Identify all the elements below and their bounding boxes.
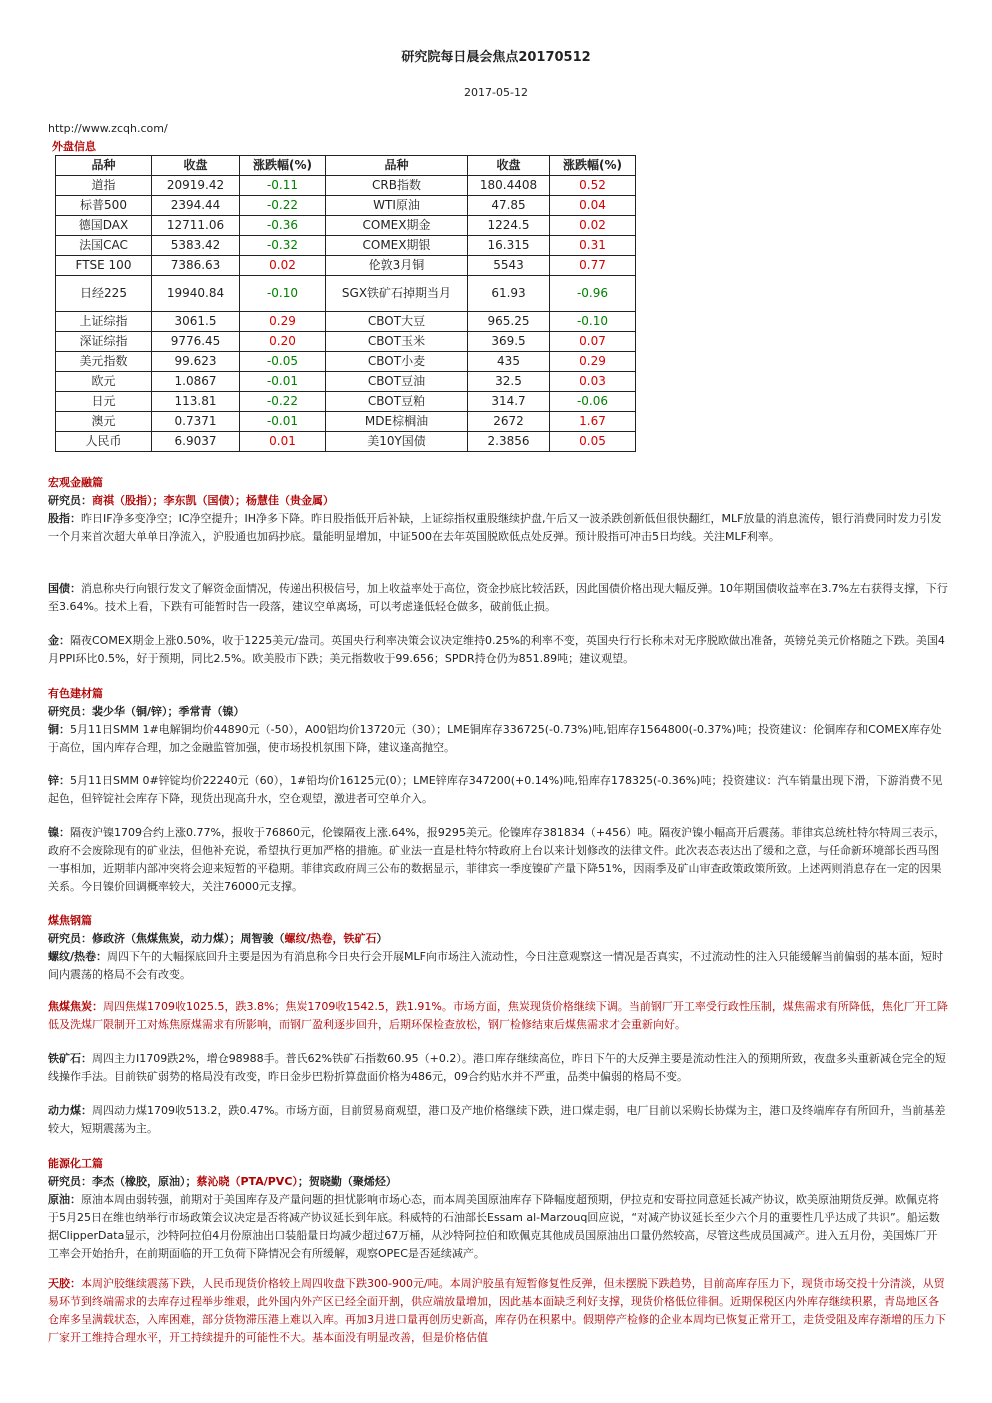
change-percent: -0.06 [550,392,636,412]
change-percent: 0.05 [550,432,636,452]
paragraph-text: 隔夜COMEX期金上涨0.50%，收于1225美元/盎司。英国央行利率决策会议决定维持0.25%的利率不变，英国央行行长称未对无序脱欧做出准备，英镑兑美元价格随之下跌。美国4月PPI环比0.5%，好于预期，同比2.5%。欧美股市下跌；美元指数收于99.656；SPDR持仓仍为851.89吨；建议观望。 [48,634,945,665]
researcher-prefix: 研究员： [48,932,92,945]
close-value: 32.5 [468,372,550,392]
column-header: 品种 [56,156,152,176]
paragraph-label: 镍： [48,826,70,839]
website-link[interactable]: http://www.zcqh.com/ [48,122,168,135]
ore-block [48,1050,948,1086]
table-row [56,332,636,352]
change-percent: -0.32 [240,236,326,256]
researcher-names: 裴少华（铜/锌）；季常青（镍） [92,705,245,718]
section-title: 宏观金融篇 [48,476,103,489]
researcher-names: 商祺（股指）；李东凯（国债）；杨慧佳（贵金属） [92,494,334,507]
instrument-name: 道指 [56,176,152,196]
researcher-names: 李杰（橡胶，原油）； [92,1175,197,1188]
researcher-prefix: 研究员： [48,1175,92,1188]
close-value: 12711.06 [152,216,240,236]
stock-index-paragraph [48,510,948,546]
instrument-name: 美10Y国债 [326,432,468,452]
close-value: 2394.44 [152,196,240,216]
table-row [56,432,636,452]
change-percent: -0.36 [240,216,326,236]
paragraph-label: 金： [48,634,70,647]
close-value: 1.0867 [152,372,240,392]
change-percent: -0.10 [550,312,636,332]
paragraph-text: 本周沪胶继续震荡下跌，人民币现货价格较上周四收盘下跌300-900元/吨。本周沪胶虽有短暂修复性反弹，但未摆脱下跌趋势，目前高库存压力下，现货市场交投十分清淡，从贸易环节到终端需求的去库存过程举步维艰，此外国内外产区已经全面开割，供应端放量增加，因此基本面缺乏利好支撑，现货价格低位徘徊。近期保税区内外库存继续积累，青岛地区各仓库多呈满载状态，入库困难，部分货物滞压港上难以入库。再加3月进口量再创历史新高，库存仍在积累中。假期停产检修的企业本周均已恢复正常开工，走货受阻及库存渐增的压力下厂家开工维持合理水平，开工持续提升的可能性不大。基本面没有明显改善，但是价格估值 [48,1277,946,1344]
table-row [56,176,636,196]
instrument-name: MDE棕榈油 [326,412,468,432]
paragraph-text: 周四下午的大幅探底回升主要是因为有消息称今日央行会开展MLF向市场注入流动性，今日注意观察这一情况是否真实，不过流动性的注入只能缓解当前偏弱的基本面，短时间内震荡的格局不会有改变。 [48,950,943,981]
close-value: 435 [468,352,550,372]
paragraph-text: 周四动力煤1709收513.2，跌0.47%。市场方面，目前贸易商观望，港口及产地价格继续下跌，进口煤走弱，电厂目前以采购长协煤为主，港口及终端库存有所回升，当前基差较大，短期震荡为主。 [48,1104,946,1135]
instrument-name: 德国DAX [56,216,152,236]
column-header: 品种 [326,156,468,176]
table-row [56,392,636,412]
column-header: 收盘 [468,156,550,176]
instrument-name: 深证综指 [56,332,152,352]
column-header: 涨跌幅(%) [240,156,326,176]
researcher-highlight: 螺纹/热卷，铁矿石 [284,932,377,945]
instrument-name: CBOT小麦 [326,352,468,372]
change-percent: -0.01 [240,412,326,432]
coke-block [48,998,948,1034]
researcher-names: 修政济（焦煤焦炭，动力煤）；周智骏（ [92,932,285,945]
paragraph-text: 消息称央行向银行发文了解资金面情况，传递出积极信号，加上收益率处于高位，资金抄底比较活跃，因此国债价格出现大幅反弹。10年期国债收益率在3.7%左右获得支撑，下行至3.64%。技术上看，下跌有可能暂时告一段落，建议空单离场，可以考虑逢低轻仓做多，破前低止损。 [48,582,948,613]
instrument-name: 日元 [56,392,152,412]
paragraph-label: 股指： [48,512,81,525]
foreign-market-heading: 外盘信息 [52,140,96,153]
close-value: 6.9037 [152,432,240,452]
instrument-name: 人民币 [56,432,152,452]
change-percent: 0.02 [550,216,636,236]
change-percent: 0.52 [550,176,636,196]
researcher-highlight: 蔡沁晓（PTA/PVC） [196,1175,298,1188]
table-row [56,216,636,236]
change-percent: 1.67 [550,412,636,432]
thermal-coal-paragraph [48,1102,948,1138]
table-row [56,276,636,312]
gold-paragraph [48,632,948,668]
bond-block [48,580,948,616]
bond-paragraph [48,580,948,616]
close-value: 16.315 [468,236,550,256]
gold-block [48,632,948,668]
paragraph-label: 铁矿石： [48,1052,92,1065]
close-value: 61.93 [468,276,550,312]
researcher-close: ） [376,932,388,945]
change-percent: 0.04 [550,196,636,216]
change-percent: -0.10 [240,276,326,312]
nickel-block [48,824,948,896]
close-value: 9776.45 [152,332,240,352]
instrument-name: 法国CAC [56,236,152,256]
paragraph-text: 5月11日SMM 0#锌锭均价22240元（60），1#铅均价16125元(0）；LME锌库存347200(+0.14%)吨,铅库存178325(-0.36%)吨；投资建议：汽车销量出现下滑，下游消费不见起色，但锌锭社会库存下降，现货出现高升水，空仓观望，激进者可空单介入。 [48,774,943,805]
change-percent: -0.22 [240,196,326,216]
rebar-paragraph [48,948,948,984]
change-percent: 0.07 [550,332,636,352]
close-value: 19940.84 [152,276,240,312]
change-percent: -0.05 [240,352,326,372]
researcher-line [48,703,948,721]
table-row [56,372,636,392]
instrument-name: CRB指数 [326,176,468,196]
close-value: 2672 [468,412,550,432]
column-header: 涨跌幅(%) [550,156,636,176]
instrument-name: COMEX期银 [326,236,468,256]
column-header: 收盘 [152,156,240,176]
close-value: 0.7371 [152,412,240,432]
close-value: 3061.5 [152,312,240,332]
paragraph-label: 动力煤： [48,1104,92,1117]
instrument-name: 伦敦3月铜 [326,256,468,276]
coal-steel-section [48,912,948,984]
instrument-name: CBOT豆粕 [326,392,468,412]
instrument-name: 日经225 [56,276,152,312]
instrument-name: SGX铁矿石掉期当月 [326,276,468,312]
paragraph-label: 螺纹/热卷： [48,950,108,963]
instrument-name: COMEX期金 [326,216,468,236]
close-value: 113.81 [152,392,240,412]
table-row [56,412,636,432]
researcher-names-tail: ；贺晓勤（聚烯烃） [297,1175,397,1188]
table-row [56,196,636,216]
change-percent: 0.77 [550,256,636,276]
paragraph-text: 周四主力I1709跌2%，增仓98988手。普氏62%铁矿石指数60.95（+0.2）。港口库存继续高位，昨日下午的大反弹主要是流动性注入的预期所致，夜盘多头重新减仓完全的短线操作手法。目前铁矿弱势的格局没有改变，昨日金步巴粉折算盘面价格为486元，09合约贴水并不严重，品类中偏弱的格局不变。 [48,1052,946,1083]
change-percent: -0.22 [240,392,326,412]
change-percent: 0.01 [240,432,326,452]
paragraph-label: 国债： [48,582,81,595]
researcher-line [48,492,948,510]
instrument-name: 欧元 [56,372,152,392]
close-value: 99.623 [152,352,240,372]
ore-paragraph [48,1050,948,1086]
close-value: 1224.5 [468,216,550,236]
instrument-name: 澳元 [56,412,152,432]
nickel-paragraph [48,824,948,896]
macro-section [48,474,948,546]
close-value: 369.5 [468,332,550,352]
table-row [56,256,636,276]
zinc-block [48,772,948,808]
paragraph-label: 原油： [48,1193,81,1206]
table-row [56,312,636,332]
instrument-name: CBOT大豆 [326,312,468,332]
table-row [56,236,636,256]
instrument-name: WTI原油 [326,196,468,216]
paragraph-label: 铜： [48,723,70,736]
change-percent: -0.11 [240,176,326,196]
change-percent: 0.03 [550,372,636,392]
close-value: 314.7 [468,392,550,412]
paragraph-text: 隔夜沪镍1709合约上涨0.77%，报收于76860元，伦镍隔夜上涨.64%，报9295美元。伦镍库存381834（+456）吨。隔夜沪镍小幅高开后震荡。菲律宾总统杜特尔特周三表示，政府不会废除现有的矿业法，但他补充说，希望执行更加严格的措施。矿业法一直是杜特尔特政府上台以来计划修改的法律文件。此次表态表达出了缓和之意，与任命新环境部长西马图一事相加，近期菲内部冲突将会迎来短暂的平稳期。菲律宾政府周三公布的数据显示，菲律宾一季度镍矿产量下降51%，因雨季及矿山审查政策政策所致。上述两则消息存在一定的因果关系。今日镍价回调概率较大，关注76000元支撑。 [48,826,946,893]
zinc-paragraph [48,772,948,808]
rubber-block [48,1275,948,1347]
table-header-row [56,156,636,176]
paragraph-label: 锌： [48,774,70,787]
researcher-line [48,930,948,948]
table-row [56,352,636,372]
close-value: 5543 [468,256,550,276]
report-date: 2017-05-12 [464,86,528,99]
change-percent: 0.02 [240,256,326,276]
close-value: 2.3856 [468,432,550,452]
researcher-prefix: 研究员： [48,494,92,507]
section-title: 煤焦钢篇 [48,914,92,927]
change-percent: 0.20 [240,332,326,352]
metals-section [48,685,948,757]
instrument-name: 上证综指 [56,312,152,332]
close-value: 20919.42 [152,176,240,196]
foreign-market-table [55,155,636,452]
researcher-line [48,1173,948,1191]
paragraph-text: 5月11日SMM 1#电解铜均价44890元（-50），A00铝均价13720元（30）；LME铜库存336725(-0.73%)吨,铝库存1564800(-0.37%)吨；投资建议：伦铜库存和COMEX库存处于高位，国内库存合理，加之金融监管加强，使市场投机氛围下降，建议逢高抛空。 [48,723,942,754]
paragraph-text: 昨日IF净多变净空；IC净空提升；IH净多下降。昨日股指低开后补缺，上证综指权重股继续护盘,午后又一波杀跌创新低但很快翻红，MLF放量的消息流传，银行消费同时发力引发一个月来首次超大单单日净流入，沪股通也加码抄底。量能明显增加，中证500在去年英国脱欧低点处反弹。预计股指可冲击5日均线。关注MLF利率。 [48,512,942,543]
paragraph-label: 焦煤焦炭： [48,1000,103,1013]
paragraph-text: 原油本周由弱转强，前期对于美国库存及产量问题的担忧影响市场心态，而本周美国原油库存下降幅度超预期，伊拉克和安哥拉同意延长减产协议，欧美原油期货反弹。欧佩克将于5月25日在维也纳举行市场政策会议决定是否将减产协议延长到年底。科威特的石油部长Essam al-Marzouq回应说，“对减产协议延长至少六个月的重要性几乎达成了共识”。船运数据ClipperData显示，沙特阿拉伯4月份原油出口装船量日均减少超过67万桶，从沙特阿拉伯和欧佩克其他成员国原油出口量仍然较高，尽管这些成员国减产。进入五月份，美国炼厂开工率会开始抬升，在前期面临的开工负荷下降情况会有所缓解，观察OPEC是否延续减产。 [48,1193,940,1260]
close-value: 965.25 [468,312,550,332]
section-title: 能源化工篇 [48,1157,103,1170]
instrument-name: CBOT豆油 [326,372,468,392]
instrument-name: FTSE 100 [56,256,152,276]
energy-section [48,1155,948,1263]
change-percent: 0.31 [550,236,636,256]
paragraph-label: 天胶： [48,1277,81,1290]
instrument-name: CBOT玉米 [326,332,468,352]
report-title: 研究院每日晨会焦点20170512 [401,50,591,65]
close-value: 7386.63 [152,256,240,276]
copper-paragraph [48,721,948,757]
close-value: 180.4408 [468,176,550,196]
instrument-name: 标普500 [56,196,152,216]
close-value: 5383.42 [152,236,240,256]
thermal-coal-block [48,1102,948,1138]
change-percent: 0.29 [240,312,326,332]
change-percent: -0.01 [240,372,326,392]
change-percent: 0.29 [550,352,636,372]
rubber-paragraph [48,1275,948,1347]
change-percent: -0.96 [550,276,636,312]
crude-oil-paragraph [48,1191,948,1263]
researcher-prefix: 研究员： [48,705,92,718]
coke-paragraph [48,998,948,1034]
section-title: 有色建材篇 [48,687,103,700]
paragraph-text: 周四焦煤1709收1025.5，跌3.8%；焦炭1709收1542.5，跌1.91%。市场方面，焦炭现货价格继续下调。当前钢厂开工率受行政性压制，煤焦需求有所降低，焦化厂开工降低及洗煤厂限制开工对炼焦原煤需求有所影响，而钢厂盈利逐步回升，后期环保检查放松，钢厂检修结束后煤焦需求才会重新向好。 [48,1000,948,1031]
close-value: 47.85 [468,196,550,216]
instrument-name: 美元指数 [56,352,152,372]
